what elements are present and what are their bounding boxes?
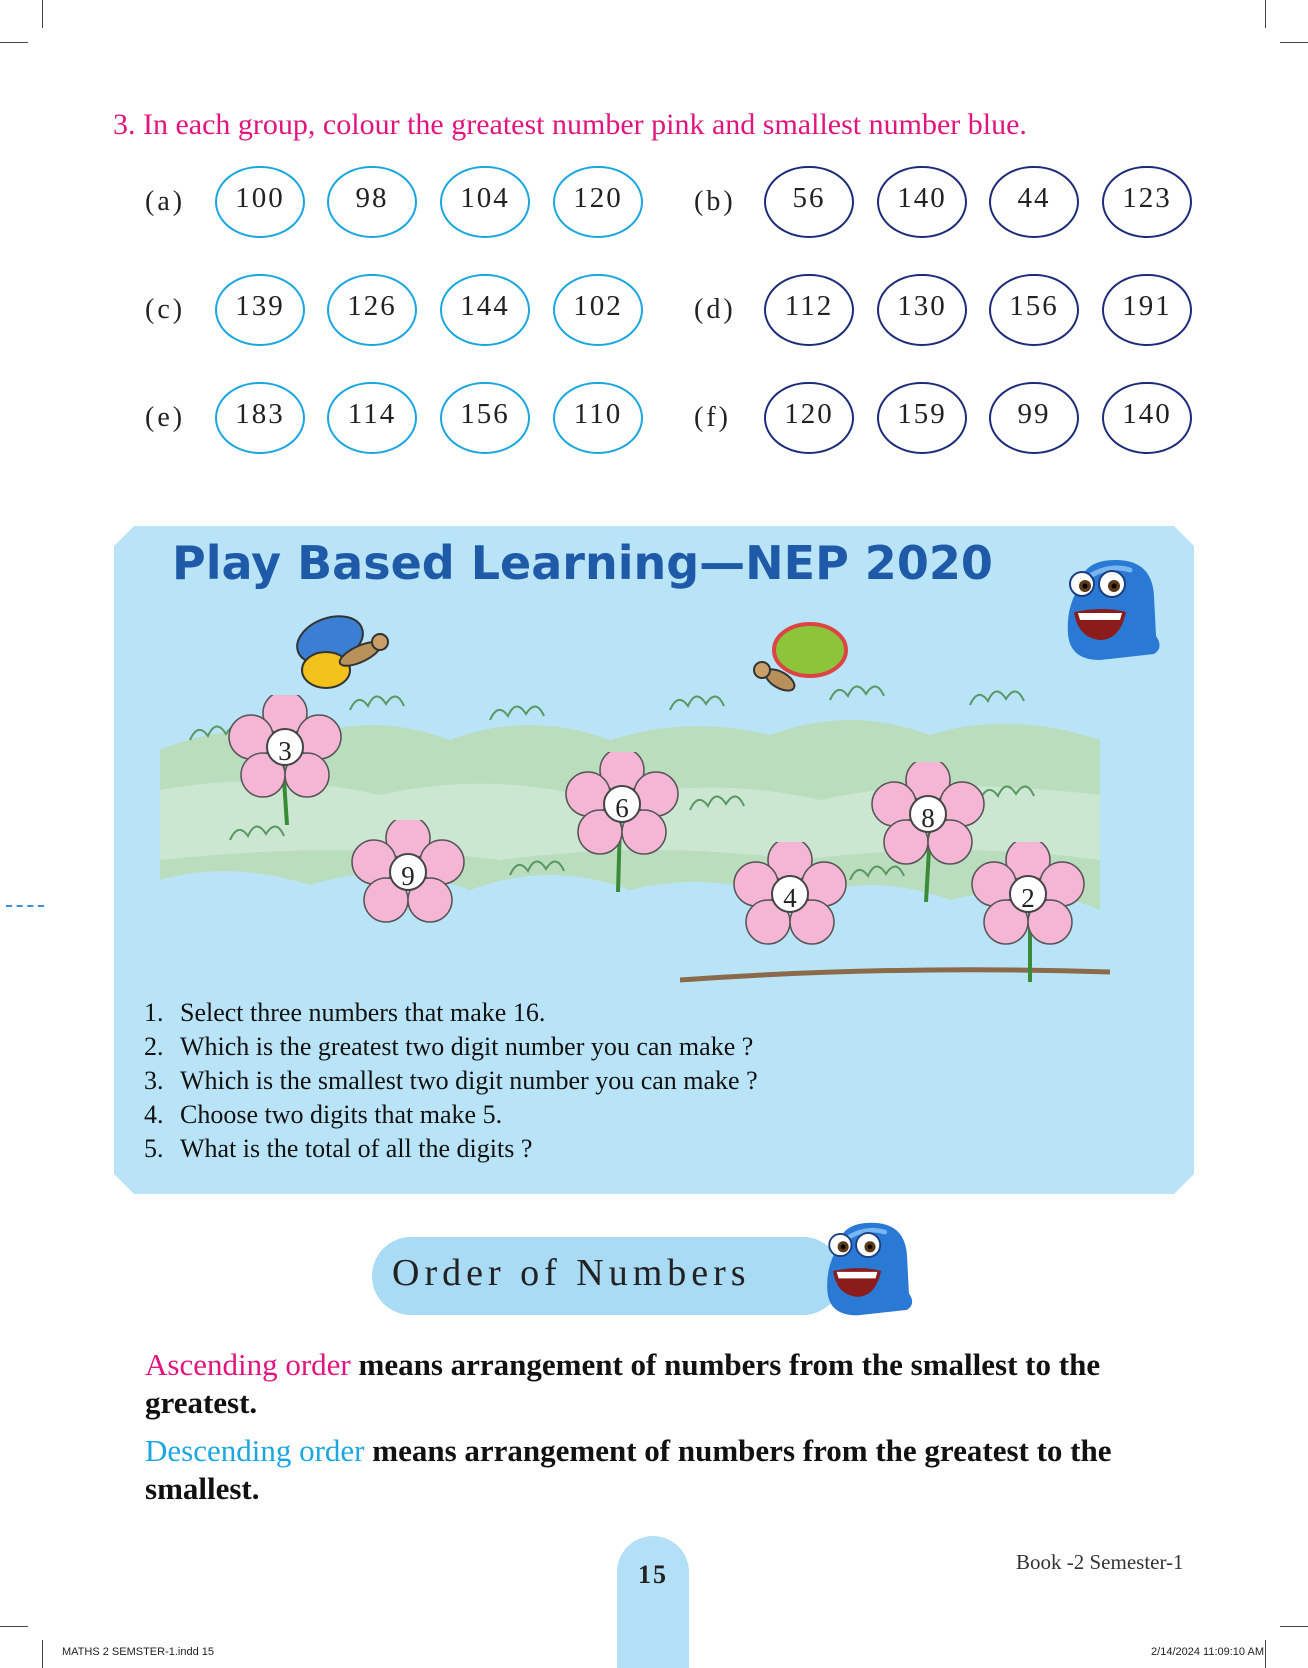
mascot-icon [820,1218,920,1322]
ascending-term: Ascending order [145,1347,351,1382]
list-item: 4. Choose two digits that make 5. [144,1100,503,1129]
question-title: 3. In each group, colour the greatest number pink and smallest number blue. [113,108,1027,141]
crop-mark [1265,1640,1266,1668]
number-bubble[interactable]: 112 [764,274,854,346]
number-bubble[interactable]: 130 [877,274,967,346]
number-bubble[interactable]: 144 [440,274,530,346]
list-item: 3. Which is the smallest two digit number you can make ? [144,1066,758,1095]
number-bubble[interactable]: 126 [327,274,417,346]
list-item: 5. What is the total of all the digits ? [144,1134,533,1163]
number-bubble[interactable]: 191 [1102,274,1192,346]
number-bubble[interactable]: 114 [327,382,417,454]
flower-number: 6 [615,793,629,823]
slug-file: MATHS 2 SEMSTER-1.indd 15 [62,1646,215,1658]
number-bubble[interactable]: 123 [1102,166,1192,238]
crop-mark [0,42,28,43]
crop-mark [42,0,43,28]
number-bubble[interactable]: 104 [440,166,530,238]
crop-mark [42,1640,43,1668]
list-item: 1. Select three numbers that make 16. [144,998,546,1027]
flower-number: 4 [783,883,797,913]
crop-mark [1265,0,1266,28]
group-label: (c) [145,294,186,325]
crop-mark [1280,42,1308,43]
page-number: 15 [638,1560,668,1589]
group-label: (b) [694,186,736,217]
group-label: (e) [145,402,186,433]
slug-timestamp: 2/14/2024 11:09:10 AM [1151,1646,1264,1658]
number-bubble[interactable]: 120 [553,166,643,238]
group-label: (d) [694,294,736,325]
flower-number: 8 [921,803,935,833]
play-learning-questions [144,996,758,1166]
number-bubble[interactable]: 140 [877,166,967,238]
butterfly-icon [291,610,388,688]
number-bubble[interactable]: 120 [764,382,854,454]
ascending-definition: Ascending order means arrangement of numbers from the smallest to the greatest. [145,1347,1101,1420]
group-label: (a) [145,186,186,217]
number-bubble[interactable]: 100 [215,166,305,238]
play-learning-title: Play Based Learning—NEP 2020 [172,536,993,590]
number-bubble[interactable]: 99 [989,382,1079,454]
crop-mark [0,1626,28,1627]
book-label: Book -2 Semester-1 [1016,1550,1184,1574]
number-bubble[interactable]: 139 [215,274,305,346]
number-bubble[interactable]: 44 [989,166,1079,238]
number-bubble[interactable]: 110 [553,382,643,454]
fold-mark [6,905,44,907]
descending-term: Descending order [145,1433,365,1468]
number-bubble[interactable]: 98 [327,166,417,238]
number-bubble[interactable]: 156 [440,382,530,454]
flower-number: 9 [401,861,415,891]
number-bubble[interactable]: 156 [989,274,1079,346]
section-heading: Order of Numbers [392,1252,751,1294]
list-item: 2. Which is the greatest two digit number you can make ? [144,1032,754,1061]
group-label: (f) [694,402,731,433]
flower-number: 3 [278,736,292,766]
number-bubble[interactable]: 102 [553,274,643,346]
butterfly-icon [754,624,846,695]
descending-definition: Descending order means arrangement of numbers from the greatest to the smallest. [145,1433,1112,1506]
number-bubble[interactable]: 159 [877,382,967,454]
flower-number: 2 [1021,883,1035,913]
number-bubble[interactable]: 56 [764,166,854,238]
number-bubble[interactable]: 140 [1102,382,1192,454]
number-bubble[interactable]: 183 [215,382,305,454]
crop-mark [1280,1626,1308,1627]
page-number-tab [617,1536,689,1668]
